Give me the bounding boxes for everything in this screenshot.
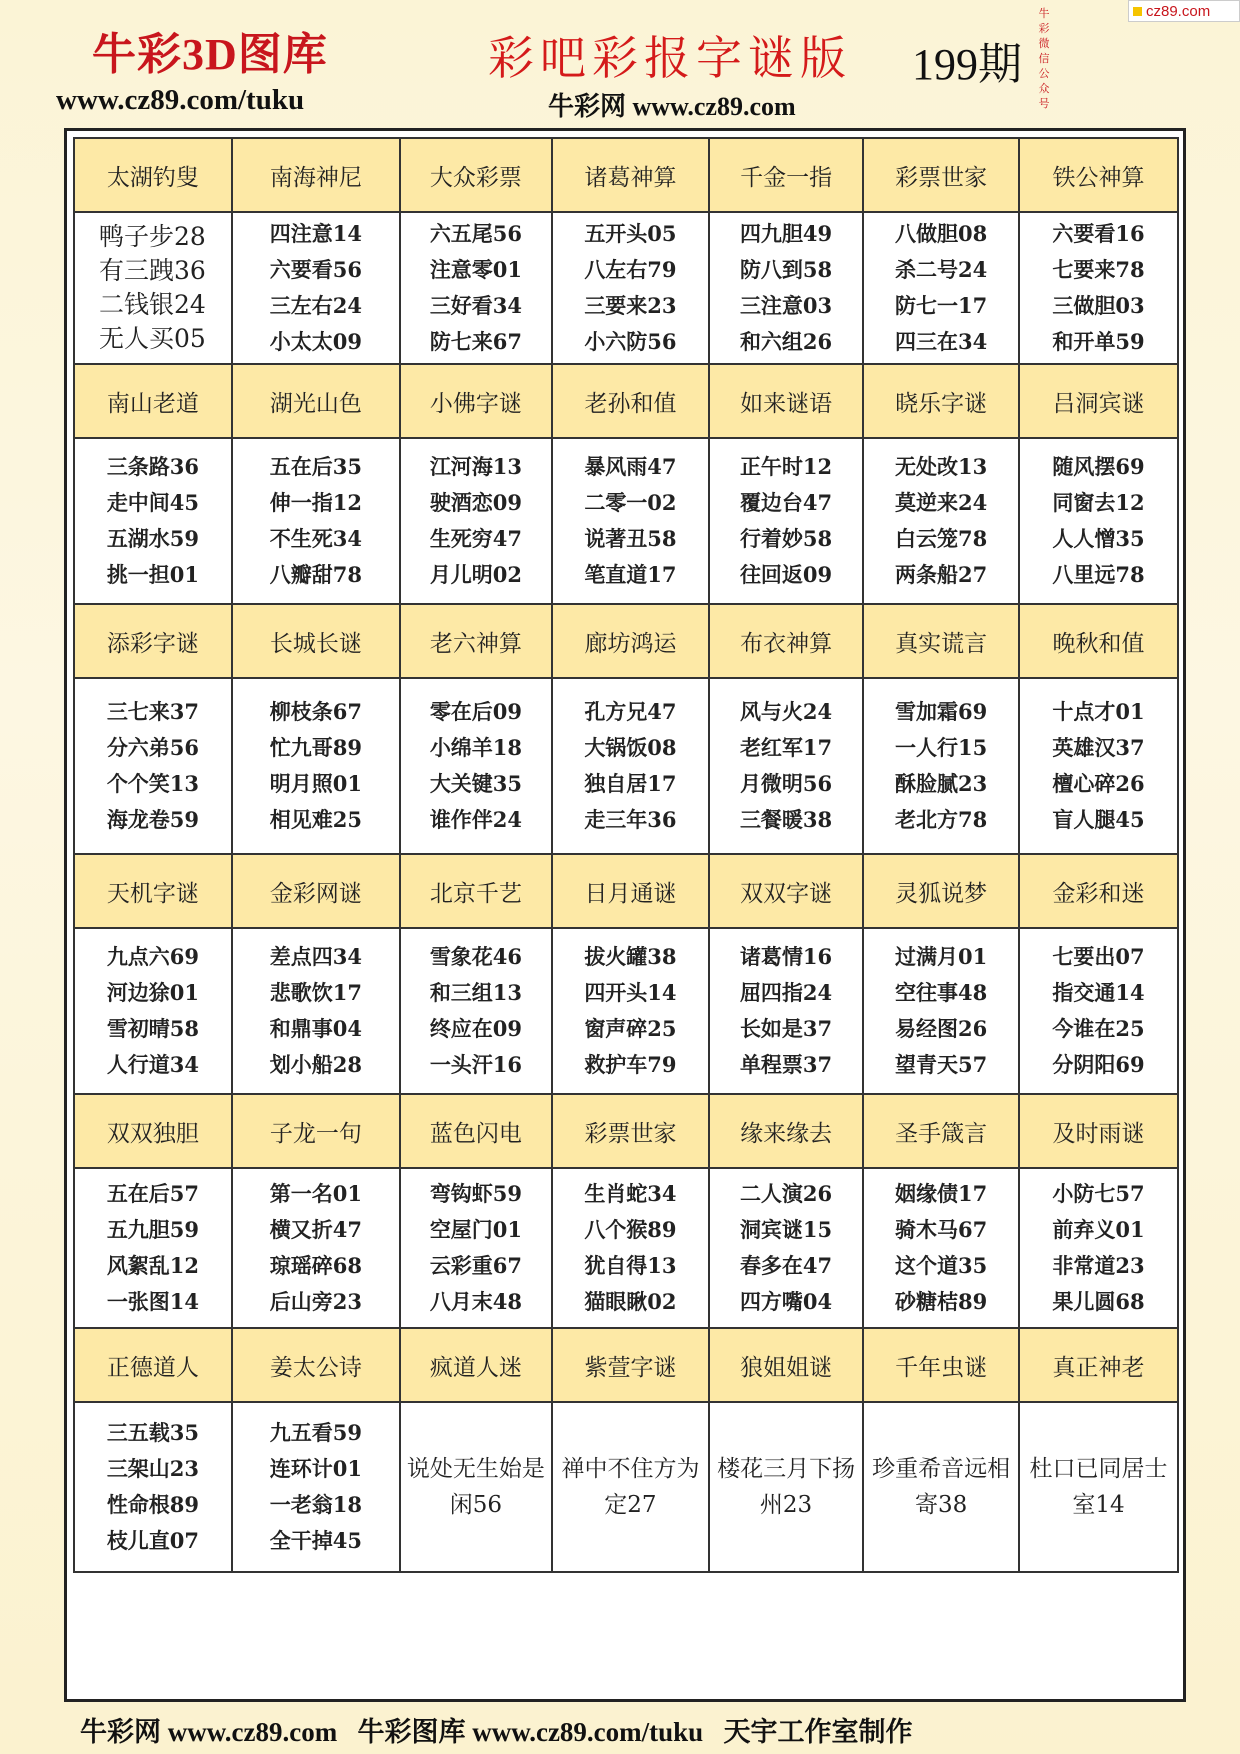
prediction-cell [552, 928, 709, 1094]
riddle-line: 九五看59 [269, 1420, 362, 1445]
riddle-line: 窗声碎25 [584, 1016, 677, 1041]
riddle-line: 谁作伴24 [429, 807, 523, 832]
riddle-line: 单程票37 [739, 1052, 833, 1077]
prediction-cell [1019, 438, 1178, 604]
section-header-row [74, 1328, 1178, 1402]
column-name: 吕洞宾谜 [1019, 364, 1178, 438]
riddle-line: 琼瑶碎68 [269, 1253, 362, 1278]
riddle-line: 盲人腿45 [1052, 807, 1145, 832]
prediction-cell [863, 438, 1019, 604]
section-header-row [74, 364, 1178, 438]
prediction-cell [863, 1168, 1019, 1328]
column-name: 南山老道 [74, 364, 232, 438]
riddle-line: 河边狳01 [106, 980, 200, 1005]
riddle-line: 一人行15 [895, 735, 988, 760]
riddle-line: 有三跩36 [99, 256, 206, 285]
riddle-line: 柳枝条67 [269, 699, 362, 724]
section-header-row [74, 138, 1178, 212]
section-header-row [74, 854, 1178, 928]
riddle-line: 六要看16 [1052, 221, 1145, 246]
riddle-line: 二钱银24 [99, 290, 206, 319]
column-name: 真实谎言 [863, 604, 1019, 678]
prediction-cell [552, 1168, 709, 1328]
riddle-line: 随风摆69 [1052, 454, 1145, 479]
riddle-line: 八做胆08 [895, 221, 988, 246]
prediction-cell [74, 438, 232, 604]
riddle-line: 这个道35 [895, 1253, 988, 1278]
badge-text: cz89.com [1146, 3, 1211, 20]
riddle-line: 今谁在25 [1052, 1016, 1145, 1041]
poem-line: 杜口已同居士 [1029, 1456, 1168, 1482]
riddle-line: 悲歌饮17 [269, 980, 362, 1005]
prediction-cell [709, 678, 864, 854]
poem-line: 州23 [759, 1492, 813, 1518]
riddle-line: 分六弟56 [106, 735, 200, 760]
prediction-cell [400, 678, 552, 854]
riddle-line: 零在后09 [429, 699, 523, 724]
column-name: 太湖钓叟 [74, 138, 232, 212]
riddle-line: 过满月01 [895, 944, 988, 969]
column-name: 诸葛神算 [552, 138, 709, 212]
riddle-line: 生死穷47 [429, 526, 523, 551]
prediction-cell [863, 928, 1019, 1094]
riddle-line: 空往事48 [895, 980, 988, 1005]
poem-line: 寄38 [914, 1492, 968, 1518]
prediction-cell [74, 1402, 232, 1572]
badge-square-icon [1133, 7, 1142, 16]
column-name: 老六神算 [400, 604, 552, 678]
column-name: 如来谜语 [709, 364, 864, 438]
riddle-line: 驶酒恋09 [429, 490, 523, 515]
prediction-cell [709, 1402, 864, 1572]
prediction-cell [1019, 678, 1178, 854]
riddle-line: 和六组26 [739, 329, 833, 354]
prediction-cell [552, 1402, 709, 1572]
prediction-cell [232, 1168, 400, 1328]
riddle-line: 六要看56 [269, 257, 362, 282]
riddle-line: 屈四指24 [739, 980, 833, 1005]
riddle-line: 暴风雨47 [584, 454, 677, 479]
riddle-line: 老北方78 [895, 807, 988, 832]
riddle-line: 连环计01 [269, 1456, 362, 1481]
column-name: 子龙一句 [232, 1094, 400, 1168]
riddle-line: 全干掉45 [269, 1528, 362, 1553]
riddle-line: 鸭子步28 [99, 222, 206, 251]
riddle-line: 五在后57 [106, 1181, 200, 1206]
riddle-line: 英雄汉37 [1052, 735, 1145, 760]
prediction-cell [232, 928, 400, 1094]
riddle-line: 云彩重67 [429, 1253, 523, 1278]
section-body-row [74, 1402, 1178, 1572]
poem-line: 室14 [1072, 1492, 1125, 1518]
column-name: 天机字谜 [74, 854, 232, 928]
riddle-line: 砂糖桔89 [895, 1289, 988, 1314]
prediction-cell [1019, 1402, 1178, 1572]
column-name: 南海神尼 [232, 138, 400, 212]
prediction-cell [232, 678, 400, 854]
riddle-line: 和三组13 [429, 980, 523, 1005]
riddle-line: 和开单59 [1052, 329, 1145, 354]
section-body-row [74, 212, 1178, 364]
riddle-line: 风絮乱12 [106, 1253, 200, 1278]
riddle-line: 易经图26 [895, 1016, 988, 1041]
column-name: 双双独胆 [74, 1094, 232, 1168]
riddle-line: 五九胆59 [106, 1217, 200, 1242]
issue-number: 199期 [912, 40, 1022, 89]
riddle-line: 小绵羊18 [429, 735, 523, 760]
riddle-line: 四九胆49 [739, 221, 833, 246]
section-body-row [74, 928, 1178, 1094]
poem-line: 禅中不住方为 [561, 1456, 700, 1482]
riddle-line: 明月照01 [269, 771, 362, 796]
column-name: 及时雨谜 [1019, 1094, 1178, 1168]
riddle-line: 三五载35 [106, 1420, 200, 1445]
column-name: 小佛字谜 [400, 364, 552, 438]
riddle-line: 月儿明02 [429, 562, 523, 587]
column-name: 缘来缘去 [709, 1094, 864, 1168]
riddle-line: 枝儿直07 [106, 1528, 200, 1553]
riddle-line: 防七来67 [429, 329, 523, 354]
prediction-cell [1019, 212, 1178, 364]
riddle-line: 白云笼78 [895, 526, 988, 551]
riddle-line: 四方嘴04 [739, 1289, 833, 1314]
riddle-line: 不生死34 [269, 526, 362, 551]
riddle-line: 小防七57 [1052, 1181, 1145, 1206]
riddle-line: 空屋门01 [429, 1217, 523, 1242]
prediction-cell [709, 438, 864, 604]
riddle-line: 三要来23 [584, 293, 677, 318]
poem-line: 珍重希音远相 [872, 1456, 1011, 1482]
riddle-line: 猫眼瞅02 [584, 1289, 677, 1314]
riddle-line: 雪初晴58 [106, 1016, 200, 1041]
riddle-line: 五在后35 [269, 454, 362, 479]
riddle-line: 说著丑58 [584, 526, 677, 551]
riddle-line: 八左右79 [584, 257, 677, 282]
riddle-line: 大锅饭08 [584, 735, 677, 760]
riddle-line: 八个猴89 [584, 1217, 677, 1242]
riddle-line: 老红军17 [739, 735, 833, 760]
poem-line: 定27 [604, 1492, 657, 1518]
riddle-line: 五开头05 [584, 221, 677, 246]
column-name: 蓝色闪电 [400, 1094, 552, 1168]
riddle-line: 防八到58 [739, 257, 833, 282]
prediction-cell [74, 678, 232, 854]
prediction-cell [863, 1402, 1019, 1572]
riddle-line: 雪象花46 [429, 944, 523, 969]
column-name: 长城长谜 [232, 604, 400, 678]
riddle-line: 洞宾谜15 [739, 1217, 833, 1242]
riddle-line: 莫逆来24 [895, 490, 988, 515]
column-name: 布衣神算 [709, 604, 864, 678]
riddle-line: 挑一担01 [106, 562, 200, 587]
column-name: 晚秋和值 [1019, 604, 1178, 678]
column-name: 廊坊鸿运 [552, 604, 709, 678]
column-name: 姜太公诗 [232, 1328, 400, 1402]
riddle-line: 酥脸腻23 [895, 771, 988, 796]
column-name: 大众彩票 [400, 138, 552, 212]
riddle-line: 一老翁18 [269, 1492, 362, 1517]
riddle-line: 诸葛情16 [739, 944, 833, 969]
riddle-line: 覆边台47 [739, 490, 833, 515]
column-name: 湖光山色 [232, 364, 400, 438]
riddle-line: 无人买05 [99, 324, 206, 353]
riddle-line: 风与火24 [739, 699, 833, 724]
column-name: 金彩网谜 [232, 854, 400, 928]
prediction-cell [74, 1168, 232, 1328]
riddle-line: 长如是37 [739, 1016, 833, 1041]
riddle-line: 海龙卷59 [106, 807, 200, 832]
riddle-line: 八月末48 [429, 1289, 523, 1314]
site-badge[interactable] [1128, 0, 1240, 22]
riddle-line: 杀二号24 [895, 257, 988, 282]
riddle-line: 生肖蛇34 [584, 1181, 677, 1206]
riddle-line: 和鼎事04 [269, 1016, 362, 1041]
riddle-line: 骑木马67 [895, 1217, 988, 1242]
column-name: 圣手箴言 [863, 1094, 1019, 1168]
prediction-cell [74, 212, 232, 364]
prediction-cell [232, 438, 400, 604]
prediction-cell [400, 1168, 552, 1328]
riddle-line: 非常道23 [1052, 1253, 1145, 1278]
column-name: 紫萱字谜 [552, 1328, 709, 1402]
riddle-line: 同窗去12 [1052, 490, 1145, 515]
riddle-line: 分阴阳69 [1052, 1052, 1145, 1077]
prediction-cell [863, 212, 1019, 364]
riddle-line: 二人演26 [739, 1181, 833, 1206]
riddle-line: 行着妙58 [739, 526, 833, 551]
riddle-line: 前弃义01 [1052, 1217, 1145, 1242]
riddle-line: 雪加霜69 [895, 699, 988, 724]
column-name: 真正神老 [1019, 1328, 1178, 1402]
riddle-line: 七要来78 [1052, 257, 1145, 282]
prediction-cell [400, 438, 552, 604]
riddle-line: 注意零01 [429, 257, 523, 282]
column-name: 添彩字谜 [74, 604, 232, 678]
riddle-line: 个个笑13 [106, 771, 200, 796]
column-name: 灵狐说梦 [863, 854, 1019, 928]
riddle-line: 笔直道17 [584, 562, 677, 587]
riddle-table [73, 137, 1179, 1573]
column-name: 铁公神算 [1019, 138, 1178, 212]
riddle-line: 六五尾56 [429, 221, 523, 246]
section-header-row [74, 1094, 1178, 1168]
prediction-cell [400, 928, 552, 1094]
riddle-line: 春多在47 [739, 1253, 833, 1278]
column-name: 正德道人 [74, 1328, 232, 1402]
prediction-cell [1019, 1168, 1178, 1328]
riddle-line: 指交通14 [1052, 980, 1145, 1005]
section-header-row [74, 604, 1178, 678]
riddle-line: 走三年36 [584, 807, 677, 832]
riddle-line: 果儿圆68 [1052, 1289, 1145, 1314]
riddle-line: 孔方兄47 [584, 699, 677, 724]
riddle-line: 姻缘债17 [895, 1181, 988, 1206]
prediction-cell [232, 212, 400, 364]
riddle-line: 两条船27 [895, 562, 988, 587]
riddle-line: 七要出07 [1052, 944, 1145, 969]
brand-title: 牛彩3D图库 [92, 30, 328, 79]
prediction-cell [709, 1168, 864, 1328]
riddle-line: 无处改13 [895, 454, 988, 479]
riddle-line: 划小船28 [269, 1052, 362, 1077]
riddle-line: 一张图14 [106, 1289, 200, 1314]
riddle-line: 三七来37 [106, 699, 200, 724]
riddle-line: 小六防56 [584, 329, 677, 354]
riddle-line: 望青天57 [895, 1052, 988, 1077]
footer-credits: 牛彩网 www.cz89.com 牛彩图库 www.cz89.com/tuku 天宇工作室制作 [80, 1717, 913, 1747]
column-name: 疯道人迷 [400, 1328, 552, 1402]
prediction-cell [400, 1402, 552, 1572]
poem-line: 说处无生始是 [406, 1456, 545, 1482]
riddle-line: 三好看34 [429, 293, 523, 318]
column-name: 北京千艺 [400, 854, 552, 928]
riddle-line: 檀心碎26 [1052, 771, 1145, 796]
prediction-cell [74, 928, 232, 1094]
column-name: 老孙和值 [552, 364, 709, 438]
section-body-row [74, 1168, 1178, 1328]
riddle-line: 救护车79 [584, 1052, 677, 1077]
riddle-line: 三注意03 [739, 293, 833, 318]
riddle-line: 独自居17 [584, 771, 677, 796]
section-body-row [74, 678, 1178, 854]
prediction-cell [863, 678, 1019, 854]
prediction-cell [709, 928, 864, 1094]
riddle-line: 四三在34 [895, 329, 988, 354]
riddle-line: 二零一02 [584, 490, 677, 515]
riddle-line: 人人憎35 [1052, 526, 1145, 551]
riddle-line: 犹自得13 [584, 1253, 677, 1278]
riddle-line: 月微明56 [739, 771, 833, 796]
poem-line: 闲56 [449, 1492, 503, 1518]
riddle-line: 八瓣甜78 [269, 562, 362, 587]
prediction-cell [552, 438, 709, 604]
prediction-cell [552, 678, 709, 854]
riddle-line: 第一名01 [269, 1181, 362, 1206]
prediction-cell [552, 212, 709, 364]
column-name: 千年虫谜 [863, 1328, 1019, 1402]
site-url[interactable]: 牛彩网 www.cz89.com [548, 92, 796, 121]
riddle-line: 正午时12 [739, 454, 833, 479]
prediction-cell [1019, 928, 1178, 1094]
riddle-line: 三做胆03 [1052, 293, 1145, 318]
riddle-line: 大关键35 [429, 771, 523, 796]
riddle-line: 差点四34 [269, 944, 362, 969]
riddle-line: 横又折47 [269, 1217, 362, 1242]
riddle-line: 后山旁23 [269, 1289, 362, 1314]
column-name: 晓乐字谜 [863, 364, 1019, 438]
vertical-caption: 牛彩微信公众号 [1038, 7, 1050, 110]
riddle-line: 三架山23 [106, 1456, 200, 1481]
column-name: 千金一指 [709, 138, 864, 212]
riddle-line: 忙九哥89 [269, 735, 362, 760]
riddle-line: 十点才01 [1052, 699, 1145, 724]
riddle-line: 性命根89 [106, 1492, 200, 1517]
prediction-cell [709, 212, 864, 364]
riddle-line: 防七一17 [895, 293, 988, 318]
column-name: 彩票世家 [863, 138, 1019, 212]
poem-line: 楼花三月下扬 [717, 1456, 856, 1482]
brand-url[interactable]: www.cz89.com/tuku [56, 84, 305, 116]
riddle-line: 五湖水59 [106, 526, 200, 551]
riddle-line: 终应在09 [429, 1016, 523, 1041]
riddle-line: 弯钩虾59 [429, 1181, 523, 1206]
riddle-line: 伸一指12 [269, 490, 362, 515]
prediction-cell [232, 1402, 400, 1572]
column-name: 日月通谜 [552, 854, 709, 928]
column-name: 狼姐姐谜 [709, 1328, 864, 1402]
page-title: 彩吧彩报字谜版 [488, 31, 852, 85]
riddle-line: 走中间45 [106, 490, 200, 515]
riddle-line: 三餐暖38 [739, 807, 833, 832]
riddle-line: 拔火罐38 [584, 944, 677, 969]
riddle-line: 江河海13 [429, 454, 523, 479]
riddle-line: 四注意14 [269, 221, 362, 246]
riddle-line: 三左右24 [269, 293, 362, 318]
riddle-line: 九点六69 [106, 944, 200, 969]
riddle-line: 小太太09 [269, 329, 362, 354]
riddle-line: 往回返09 [739, 562, 833, 587]
riddle-line: 四开头14 [584, 980, 677, 1005]
riddle-line: 一头汗16 [429, 1052, 523, 1077]
column-name: 金彩和迷 [1019, 854, 1178, 928]
riddle-line: 人行道34 [106, 1052, 200, 1077]
riddle-line: 八里远78 [1052, 562, 1145, 587]
riddle-line: 三条路36 [106, 454, 200, 479]
column-name: 双双字谜 [709, 854, 864, 928]
prediction-cell [400, 212, 552, 364]
riddle-line: 相见难25 [269, 807, 362, 832]
column-name: 彩票世家 [552, 1094, 709, 1168]
section-body-row [74, 438, 1178, 604]
